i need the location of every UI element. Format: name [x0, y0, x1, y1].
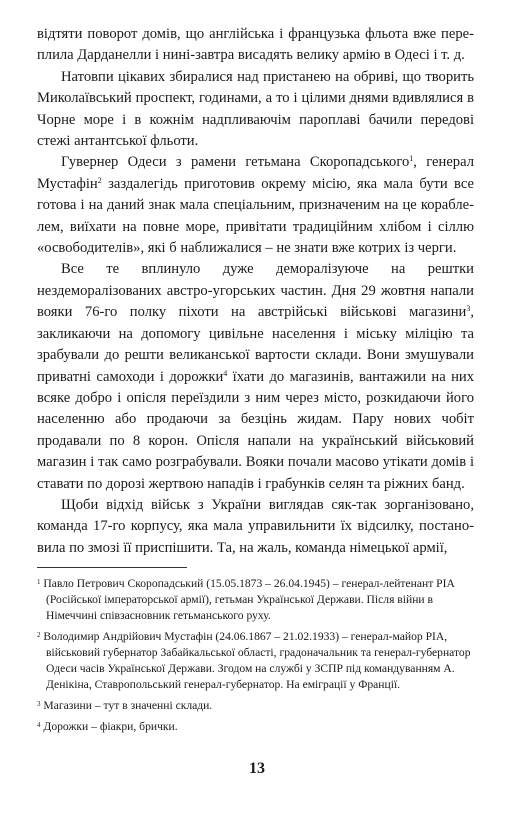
footnotes: [37, 576, 474, 735]
paragraph-4-text: Все те вплинуло дуже деморалізуюче на рештки нездеморалізованих австро-угорських частин. Дня 29 жовтня напали вояки 76-го полку піхоти на австрійські військові магазини: [37, 261, 474, 321]
main-text: [37, 24, 474, 559]
book-page: [37, 24, 474, 740]
footnote-divider: [37, 567, 187, 568]
footnote-number: 4: [37, 721, 41, 730]
page-number: 13: [249, 760, 265, 777]
paragraph-5: Щоби відхід військ з України виглядав сяк-так зорганізовано, команда 17-го корпусу, яка мала управильнити їх відсилку, постановила по змозі її приспішити. Та, на жаль, команда німецької армії,: [37, 496, 474, 556]
footnote-text: Павло Петрович Скоропадський (15.05.1873 – 26.04.1945) – генерал-лейтенант РІА (Російської імператорської армії), гетьман Української Держави. Після війни в Німеччині співзасновник гетьманського руху.: [43, 577, 455, 623]
paragraph-4-text: , закликаючи на допомогу цивільне населення і міську міліцію та зрабували до решти великанської вартости склади. Вони змушували приватні самоходи і дорожки: [37, 304, 474, 385]
paragraph-3-text: заздалегідь приготовив окрему місію, яка мала бути все готова і на даний знак мала спеціальним, призначеним на це кораблелем, виїхати на повне море, привітати традиційним хлібом і сіллю «освободителів», які б наближалися – не знати вже котрих із черги.: [37, 175, 474, 257]
footnote-text: Магазини – тут в значенні склади.: [43, 699, 213, 713]
footnote-ref-2: 2: [97, 175, 102, 185]
footnote-3: [37, 698, 474, 714]
footnote-ref-1: 1: [409, 154, 414, 164]
footnote-text: Володимир Андрійович Мустафін (24.06.1867 – 21.02.1933) – генерал-майор РІА, військовий губернатор Забайкальської області, градоначальник та генерал-губернатор Одеси часів Української Держави. Згодом на службі у ЗСПР під командуванням А. Денікіна, Ставропольський генерал-губернатор. На еміграції у Франції.: [43, 630, 471, 692]
paragraph-4-text: їхати до магазинів, вантажили на них всяке добро і опісля переїздили з ним через місто, розкидаючи його населенню або продаючи за безцінь жидам. Пару нових чобіт продавали по 8 корон. Опісля напали на український військовий магазин і так само розграбували. Вояки почали масово утікати домів і ставати по дорозі жертвою нападів і грабунків селян та ріжних банд.: [37, 368, 475, 492]
paragraph-3: [37, 152, 474, 259]
paragraph-1: відтяти поворот домів, що англійська і французька фльота вже переплила Дарданелли і нині-завтра висадять велику армію в Одесі і т. д.: [37, 26, 474, 64]
footnote-number: 1: [37, 578, 41, 587]
paragraph-3-text: , генерал Мустафін: [37, 154, 474, 192]
footnote-4: [37, 719, 474, 735]
paragraph-4: [37, 259, 474, 494]
footnote-2: [37, 629, 474, 693]
footnote-1: [37, 576, 474, 624]
paragraph-3-text: Гувернер Одеси з рамени гетьмана Скоропадського: [61, 154, 410, 171]
footnote-number: 3: [37, 700, 41, 709]
paragraph-2: Натовпи цікавих збиралися над пристанею на обриві, що творить Миколаївський проспект, годинами, а то і цілими днями вдивлялися в Чорне море і в кожнім надпливаючім пароплаві бачили передові стежі антантської фльоти.: [37, 68, 474, 150]
footnote-ref-3: 3: [466, 304, 471, 314]
footnote-text: Дорожки – фіакри, брички.: [43, 720, 178, 734]
footnote-ref-4: 4: [223, 368, 228, 378]
footnote-number: 2: [37, 631, 41, 640]
